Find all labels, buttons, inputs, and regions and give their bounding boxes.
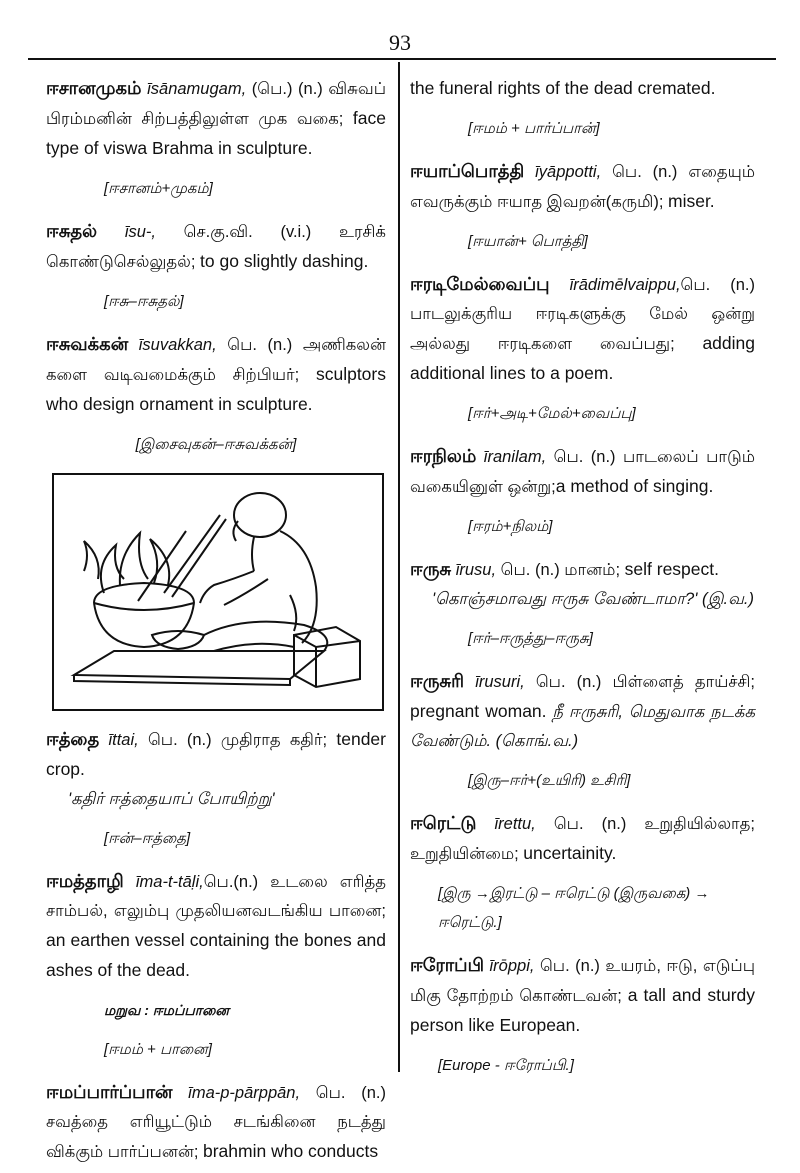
page-number: 93: [389, 30, 411, 55]
transliteration: īrusuri,: [475, 673, 525, 691]
english-gloss: pregnant woman.: [410, 701, 547, 721]
english-gloss: uncertainity.: [523, 843, 617, 863]
headword: ஈருசு: [410, 559, 452, 579]
entry-ittai: [46, 725, 386, 814]
entry-irettu: [410, 809, 755, 869]
left-column: [46, 74, 386, 1173]
etymology: [ஈசானம்+முகம்]: [104, 180, 213, 197]
transliteration: īrādimēlvaippu,: [569, 276, 681, 294]
usage-quote: 'கதிர் ஈத்தையாப் போயிற்று': [68, 790, 275, 808]
definition: (பெ.) (n.) விசுவப் பிரம்மனின் சிற்பத்திலுள்ள முக வகை;: [46, 80, 386, 128]
headword: ஈரடிமேல்வைப்பு: [410, 274, 550, 294]
usage-example: நீ ஈருசுரி, மெதுவாக நடக்க வேண்டும். (கொங்.வ.): [410, 703, 755, 750]
etymology: [ஈயான்+ பொத்தி]: [468, 233, 588, 250]
transliteration: īma-t-tāḷi,: [135, 873, 204, 891]
etymology: [இரு →இரட்டு – ஈரெட்டு (இருவகை) → ஈரெட்டு.]: [438, 885, 710, 931]
definition: பெ. (n.) மானம்;: [496, 561, 625, 579]
english-gloss: self respect.: [624, 559, 719, 579]
transliteration: īsānamugam,: [147, 80, 247, 98]
transliteration: īrōppi,: [489, 957, 535, 975]
definition: பெ. (n.) எதையும் எவருக்கும் ஈயாத இவறன்(கருமி);: [410, 163, 755, 211]
headword: ஈயாப்பொத்தி: [410, 161, 525, 181]
headword: ஈத்தை: [46, 729, 100, 749]
headword: ஈரோப்பி: [410, 955, 484, 975]
transliteration: īyāppotti,: [535, 163, 602, 181]
etymology: [Europe - ஈரோப்பி.]: [438, 1057, 574, 1074]
column-divider: [398, 62, 400, 1072]
english-gloss: an earthen vessel containing the bones and ashes of the dead.: [46, 930, 386, 980]
transliteration: īrusu,: [455, 561, 497, 579]
etymology: [ஈமம் + பானை]: [104, 1041, 212, 1058]
english-gloss: tender crop.: [46, 729, 386, 779]
definition: பெ. (n.) உயரம், ஈடு, எடுப்பு மிகு தோற்றம் கொண்டவன்;: [410, 957, 755, 1005]
transliteration: īsu-,: [124, 223, 156, 241]
entry-iradimelvaippu: [410, 270, 755, 389]
headword: ஈரெட்டு: [410, 813, 477, 833]
headword: ஈமத்தாழி: [46, 871, 124, 891]
right-column: [410, 74, 755, 1094]
english-gloss: face type of viswa Brahma in sculpture.: [46, 108, 386, 158]
etymology: [ஈர்+அடி+மேல்+வைப்பு]: [468, 405, 636, 422]
headword: ஈசுவக்கன்: [46, 334, 129, 354]
etymology: [இரு–ஈர்+(உயிரி) உசிரி]: [468, 772, 631, 789]
etymology: [ஈரம்+நிலம்]: [468, 518, 553, 535]
transliteration: īranilam,: [483, 448, 547, 466]
entry-isanamugam: [46, 74, 386, 164]
definition: செ.கு.வி. (v.i.) உரசிக் கொண்டுசெல்லுதல்;: [46, 223, 386, 271]
definition: பெ. (n.) முதிராத கதிர்;: [138, 731, 337, 749]
etymology: [ஈமம் + பார்ப்பான்]: [468, 120, 600, 137]
entry-imattali: [46, 867, 386, 986]
etymology: [ஈர்–ஈருத்து–ஈருசு]: [468, 630, 593, 647]
headword: ஈசுதல்: [46, 221, 98, 241]
english-gloss: brahmin who conducts: [203, 1141, 379, 1161]
english-gloss: adding additional lines to a poem.: [410, 333, 755, 383]
definition: பெ. (n.) பிள்ளைத் தாய்ச்சி;: [524, 673, 755, 691]
definition: பெ. (n.) பாடலைப் பாடும் வகையினுள் ஒன்று;: [410, 448, 755, 496]
transliteration: īma-p-pārppān,: [188, 1084, 301, 1102]
english-gloss: to go slightly dashing.: [200, 251, 369, 271]
header-rule: [28, 58, 776, 60]
headword: ஈமப்பார்ப்பான்: [46, 1082, 173, 1102]
etymology: [ஈன்–ஈத்தை]: [104, 830, 191, 847]
headword: ஈரநிலம்: [410, 446, 477, 466]
synonym: மறுவ : ஈமப்பானை: [104, 1002, 229, 1018]
entry-continuation: [410, 74, 755, 104]
definition: பெ. (n.) சவத்தை எரியூட்டும் சடங்கினை நடத்து விக்கும் பார்ப்பனன்;: [46, 1084, 386, 1161]
english-gloss: sculptors who design ornament in sculpture.: [46, 364, 386, 414]
transliteration: īrettu,: [494, 815, 536, 833]
entry-iranilam: [410, 442, 755, 502]
entry-isudal: [46, 217, 386, 277]
english-gloss: a tall and sturdy person like European.: [410, 985, 756, 1035]
usage-quote: 'கொஞ்சமாவது ஈருசு வேண்டாமா?' (இ.வ.): [432, 590, 754, 608]
definition: பெ. (n.) உறுதியில்லாத; உறுதியின்மை;: [410, 815, 755, 863]
english-gloss: miser.: [668, 191, 715, 211]
entry-isuvakkan: [46, 330, 386, 420]
headword: ஈசானமுகம்: [46, 78, 142, 98]
definition: பெ. (n.) பாடலுக்குரிய ஈரடிகளுக்கு மேல் ஒன்று அல்லது ஈரடிகளை வைப்பது;: [410, 276, 755, 353]
etymology: [இசைவுகன்–ஈசுவக்கன்]: [135, 436, 297, 453]
entry-irusuri: [410, 667, 755, 756]
sculptor-illustration: [52, 473, 384, 711]
definition: பெ. (n.) அணிகலன் களை வடிவமைக்கும் சிற்பியர்;: [46, 336, 386, 384]
entry-imapparppan: [46, 1078, 386, 1167]
english-gloss: the funeral rights of the dead cremated.: [410, 78, 716, 98]
entry-iroppi: [410, 951, 755, 1041]
entry-irusu: [410, 555, 755, 614]
transliteration: īttai,: [108, 731, 139, 749]
english-gloss: a method of singing.: [555, 476, 714, 496]
definition: பெ.(n.) உடலை எரித்த சாம்பல், எலும்பு முதலியனவடங்கிய பானை;: [46, 873, 387, 920]
transliteration: īsuvakkan,: [138, 336, 217, 354]
etymology: [ஈசு–ஈசுதல்]: [104, 293, 184, 310]
sculptor-drawing: [54, 475, 382, 709]
headword: ஈருசுரி: [410, 671, 465, 691]
entry-iyappotti: [410, 157, 755, 217]
